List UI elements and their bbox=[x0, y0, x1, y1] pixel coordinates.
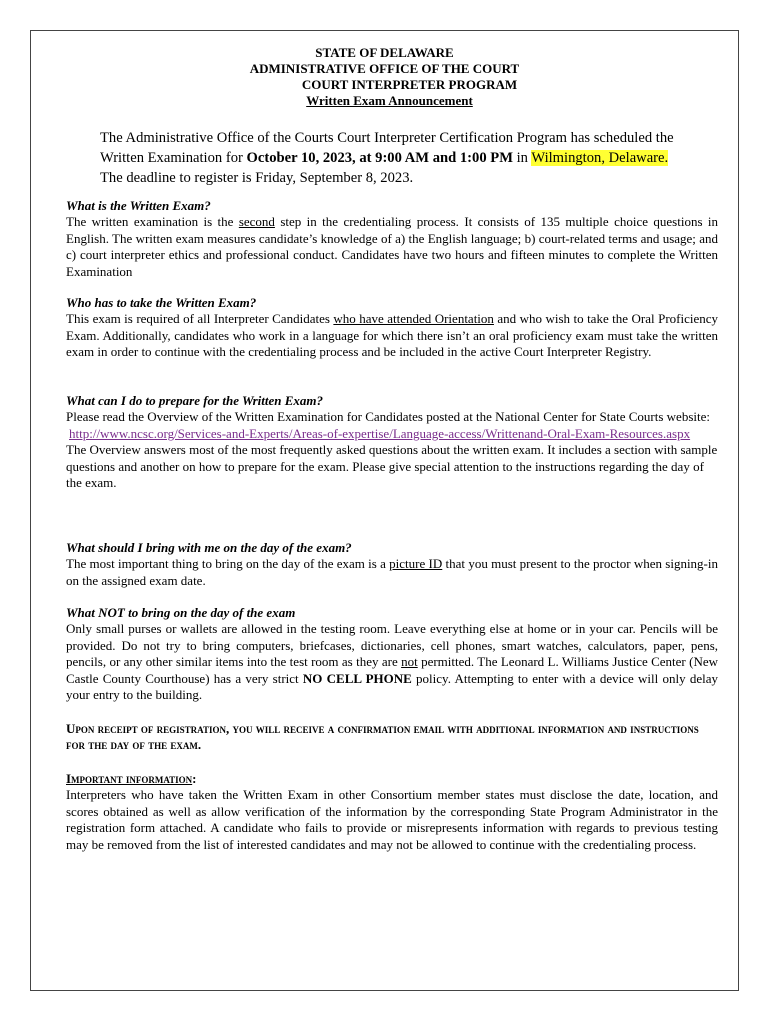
intro-text-1: The Administrative Office of the Courts Court Interpreter Certification Program has scheduled the Written Examination for bbox=[100, 130, 674, 166]
body-text: policy. Attempting to enter with a device will only delay your entry to the building. bbox=[66, 670, 718, 703]
body-text: and who wish to take the Oral Proficiency Exam. Additionally, candidates who work in a language for which there isn’t an oral proficiency exam must take the written exam in order to continue with the credentialing process and be included in the active Court Interpreter Registry. bbox=[66, 311, 719, 360]
body-text: step in the credentialing process. It consists of 135 multiple choice questions in English. The written exam measures candidate’s knowledge of a) the English language; b) court-related terms and usage; and c) court interpreter ethics and professional conduct. Candidates have two hours and fifteen minutes to complete the Written Examination bbox=[66, 214, 719, 279]
section-heading: What can I do to prepare for the Written Exam? bbox=[66, 393, 324, 408]
body-text: The Overview answers most of the most frequently asked questions about the written exam. It includes a section with sample questions and another on how to prepare for the exam. Please give special attention to the instructions regarding the day of the exam. bbox=[66, 442, 718, 491]
section-prepare bbox=[66, 393, 718, 491]
section-what-is bbox=[66, 198, 718, 280]
header-announcement: Written Exam Announcement bbox=[306, 93, 473, 108]
header-program: COURT INTERPRETER PROGRAM bbox=[301, 77, 518, 92]
section-heading: What NOT to bring on the day of the exam bbox=[66, 605, 296, 620]
header-state: STATE OF DELAWARE bbox=[315, 45, 454, 60]
underlined-text: picture ID bbox=[389, 556, 443, 572]
section-heading: Important information bbox=[66, 771, 193, 786]
body-text: Only small purses or wallets are allowed in the testing room. Leave everything else at home or in your car. Pencils will be provided. Do not try to bring computers, briefcases, dictionaries, cell phones, smart watches, calculators, paper, pens, pencils, or any other similar items into the test room as they are bbox=[66, 621, 718, 670]
important-heading-line bbox=[66, 771, 718, 787]
document-page bbox=[30, 30, 739, 991]
section-bring bbox=[66, 540, 718, 589]
section-body: Interpreters who have taken the Written Exam in other Consortium member states must disclose the date, location, and scores obtained as well as allow verification of the information by the corresponding State Program Administrator in the registration form attached. A candidate who fails to provide or misrepresents information with regards to previous testing may be removed from the list of interested candidates and may not be allowed to continue with the credentialing process. bbox=[66, 787, 718, 852]
document-header bbox=[31, 45, 738, 109]
intro-text-3: The deadline to register is Friday, September 8, 2023. bbox=[100, 170, 414, 186]
underlined-text: second bbox=[238, 214, 275, 230]
section-heading: What is the Written Exam? bbox=[66, 198, 211, 213]
upon-receipt-notice: Upon receipt of registration, you will receive a confirmation email with additional information and instructions for the day of the exam. bbox=[66, 721, 699, 753]
ncsc-resources-link[interactable]: http://www.ncsc.org/Services-and-Experts/Areas-of-expertise/Language-access/Writtenand-Oral-Exam-Resources.aspx bbox=[69, 425, 691, 441]
body-text: This exam is required of all Interpreter Candidates bbox=[66, 311, 334, 327]
section-body bbox=[66, 214, 718, 280]
section-body bbox=[66, 556, 718, 589]
body-text: that you must present to the proctor when signing-in on the assigned exam date. bbox=[66, 556, 718, 588]
body-text: permitted. The Leonard L. Williams Justice Center (New Castle County Courthouse) has a very strict bbox=[66, 654, 718, 686]
section-important bbox=[66, 771, 718, 853]
heading-colon: : bbox=[192, 771, 197, 786]
header-office: ADMINISTRATIVE OFFICE OF THE COURT bbox=[249, 61, 520, 76]
body-text: The written examination is the bbox=[66, 214, 239, 230]
underlined-text: not bbox=[401, 654, 418, 670]
intro-text-2: in bbox=[512, 150, 532, 166]
intro-paragraph bbox=[100, 128, 680, 188]
section-heading: Who has to take the Written Exam? bbox=[66, 295, 257, 310]
section-body bbox=[66, 311, 718, 360]
section-not-bring bbox=[66, 605, 718, 703]
section-heading: What should I bring with me on the day of the exam? bbox=[66, 540, 352, 555]
section-body bbox=[66, 621, 718, 703]
underlined-text: who have attended Orientation bbox=[333, 311, 494, 327]
link-line bbox=[66, 426, 718, 442]
exam-date: October 10, 2023, at 9:00 AM and 1:00 PM bbox=[246, 150, 513, 166]
body-text: Please read the Overview of the Written Examination for Candidates posted at the National Center for State Courts website: bbox=[66, 409, 710, 425]
section-who bbox=[66, 295, 718, 361]
exam-location: Wilmington, Delaware. bbox=[531, 150, 669, 166]
bold-text: NO CELL PHONE bbox=[302, 670, 412, 686]
section-body-2 bbox=[66, 442, 718, 491]
body-text: The most important thing to bring on the day of the exam is a bbox=[66, 556, 390, 572]
section-body bbox=[66, 409, 718, 425]
